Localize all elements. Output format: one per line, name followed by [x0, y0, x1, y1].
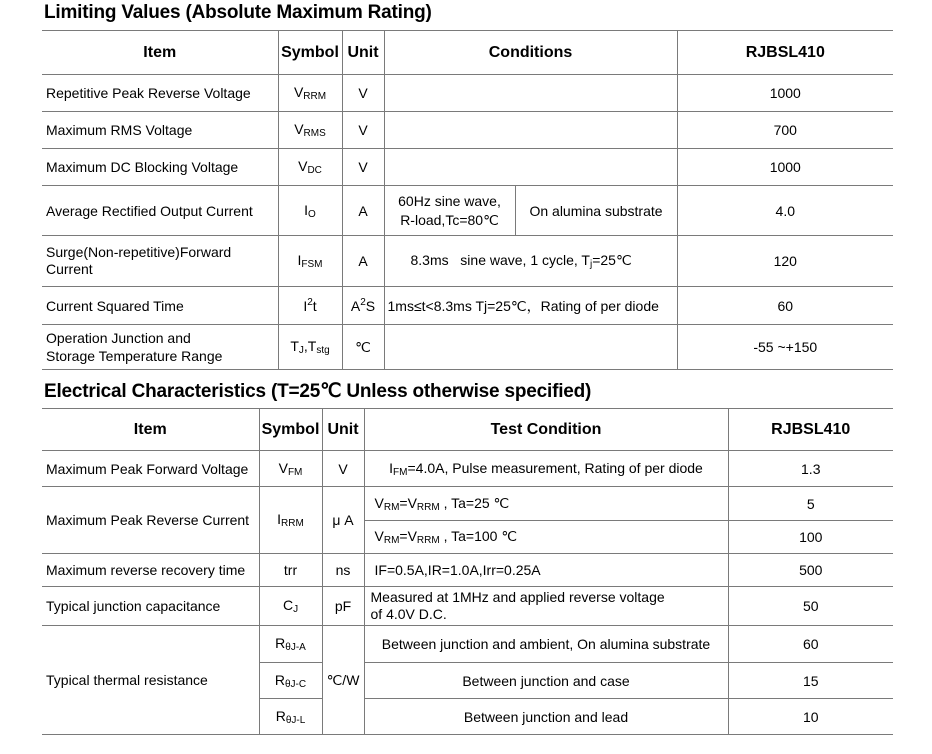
condition-cell: Between junction and ambient, On alumina substrate	[364, 626, 728, 663]
unit-cell: ns	[322, 554, 364, 587]
table-row	[42, 487, 893, 521]
table-header-row	[42, 409, 893, 451]
table-row	[42, 587, 893, 626]
unit-cell: A	[342, 186, 384, 236]
header-conditions: Conditions	[384, 31, 677, 75]
value-cell: 1000	[677, 75, 893, 112]
condition-cell: $V_{RM}=V_{RRM}$ , Ta=100 ℃	[364, 521, 728, 554]
unit-cell: V	[342, 112, 384, 149]
item-cell: Maximum Peak Reverse Current	[42, 487, 259, 554]
table-row	[42, 626, 893, 663]
condition-cell: Between junction and case	[364, 663, 728, 699]
unit-cell: A	[342, 236, 384, 287]
conditions-cell	[384, 112, 677, 149]
symbol-cell: $R_{\theta J-L}$	[259, 699, 322, 735]
symbol-cell: trr	[259, 554, 322, 587]
item-cell: Maximum DC Blocking Voltage	[42, 149, 278, 186]
value-cell: 500	[728, 554, 893, 587]
unit-cell: V	[322, 451, 364, 487]
value-cell: 700	[677, 112, 893, 149]
header-symbol: Symbol	[259, 409, 322, 451]
table-row	[42, 112, 893, 149]
table-row	[42, 325, 893, 370]
table-row	[42, 236, 893, 287]
table-row	[42, 186, 893, 236]
conditions-cell	[384, 325, 677, 370]
value-cell: -55 ~+150	[677, 325, 893, 370]
conditions-cell	[384, 149, 677, 186]
header-item: Item	[42, 409, 259, 451]
electrical-characteristics-title: Electrical Characteristics (T=25℃ Unless otherwise specified)	[44, 381, 592, 402]
table-header-row	[42, 31, 893, 75]
electrical-characteristics-table	[42, 408, 893, 735]
item-cell: Maximum RMS Voltage	[42, 112, 278, 149]
header-unit: Unit	[342, 31, 384, 75]
item-cell: Repetitive Peak Reverse Voltage	[42, 75, 278, 112]
item-cell: Maximum reverse recovery time	[42, 554, 259, 587]
header-model: RJBSL410	[677, 31, 893, 75]
condition-cell: $V_{RM}=V_{RRM}$ , Ta=25 ℃	[364, 487, 728, 521]
conditions-cell	[384, 75, 677, 112]
symbol-cell: $V_{FM}$	[259, 451, 322, 487]
symbol-cell: $V_{RMS}$	[278, 112, 342, 149]
symbol-cell: $I_O$	[278, 186, 342, 236]
condition-cell: IF=0.5A,IR=1.0A,Irr=0.25A	[364, 554, 728, 587]
value-cell: 100	[728, 521, 893, 554]
unit-cell: $A^2S$	[342, 287, 384, 325]
value-cell: 60	[728, 626, 893, 663]
symbol-cell: $C_J$	[259, 587, 322, 626]
item-cell: Typical junction capacitance	[42, 587, 259, 626]
item-cell: Current Squared Time	[42, 287, 278, 325]
value-cell: 15	[728, 663, 893, 699]
value-cell: 5	[728, 487, 893, 521]
header-model: RJBSL410	[728, 409, 893, 451]
table-row	[42, 451, 893, 487]
condition-cell: Between junction and lead	[364, 699, 728, 735]
value-cell: 50	[728, 587, 893, 626]
unit-cell: ℃	[342, 325, 384, 370]
unit-cell: ℃/W	[322, 626, 364, 735]
item-cell: Typical thermal resistance	[42, 626, 259, 735]
header-item: Item	[42, 31, 278, 75]
symbol-cell: $V_{DC}$	[278, 149, 342, 186]
limiting-values-title: Limiting Values (Absolute Maximum Rating)	[44, 2, 432, 23]
table-row	[42, 75, 893, 112]
condition-cell: $I_{FM}=4.0A$, Pulse measurement, Rating of per diode	[364, 451, 728, 487]
condition-cell: Measured at 1MHz and applied reverse voltage of 4.0V D.C.	[364, 587, 728, 626]
unit-cell: μ A	[322, 487, 364, 554]
conditions-cell: 60Hz sine wave, R-load,Tc=80℃	[384, 186, 515, 236]
item-cell: Operation Junction and Storage Temperature Range	[42, 325, 278, 370]
value-cell: 4.0	[677, 186, 893, 236]
substrate-cell: On alumina substrate	[515, 186, 677, 236]
table-row	[42, 287, 893, 325]
header-unit: Unit	[322, 409, 364, 451]
value-cell: 60	[677, 287, 893, 325]
symbol-cell: $T_J,T_{stg}$	[278, 325, 342, 370]
table-row	[42, 554, 893, 587]
value-cell: 10	[728, 699, 893, 735]
value-cell: 1.3	[728, 451, 893, 487]
symbol-cell: $V_{RRM}$	[278, 75, 342, 112]
value-cell: 120	[677, 236, 893, 287]
conditions-cell: 1ms≤t<8.3ms Tj=25℃，Rating of per diode	[384, 287, 677, 325]
item-cell: Surge(Non-repetitive)Forward Current	[42, 236, 278, 287]
unit-cell: V	[342, 149, 384, 186]
limiting-values-table	[42, 30, 893, 370]
symbol-cell: $I_{FSM}$	[278, 236, 342, 287]
header-symbol: Symbol	[278, 31, 342, 75]
header-test-condition: Test Condition	[364, 409, 728, 451]
symbol-cell: $I^2t$	[278, 287, 342, 325]
unit-cell: pF	[322, 587, 364, 626]
value-cell: 1000	[677, 149, 893, 186]
item-cell: Maximum Peak Forward Voltage	[42, 451, 259, 487]
symbol-cell: $R_{\theta J-A}$	[259, 626, 322, 663]
symbol-cell: $R_{\theta J-C}$	[259, 663, 322, 699]
symbol-cell: $I_{RRM}$	[259, 487, 322, 554]
unit-cell: V	[342, 75, 384, 112]
item-cell: Average Rectified Output Current	[42, 186, 278, 236]
conditions-cell: 8.3ms sine wave, 1 cycle, $T_j=25℃$	[384, 236, 677, 287]
table-row	[42, 149, 893, 186]
